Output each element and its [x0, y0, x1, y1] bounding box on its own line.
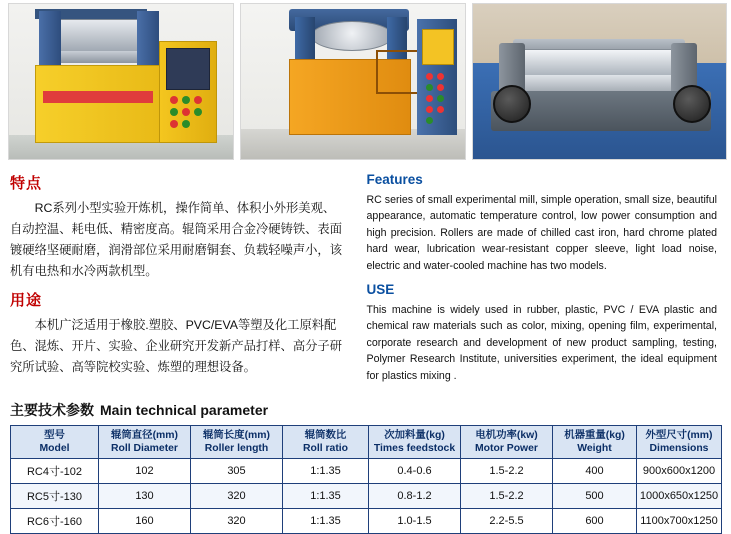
parameters-title [10, 400, 731, 420]
cell-roll-ratio: 1:1.35 [283, 459, 369, 484]
photo1-upper-roller [55, 19, 145, 55]
features-heading-cn: 特点 [10, 175, 43, 192]
cell-roll-ratio: 1:1.35 [283, 509, 369, 534]
photo2-control-face [422, 29, 454, 65]
photo1-lower-roller [55, 51, 143, 63]
photo2-button-cluster [424, 71, 450, 111]
photo2-control-cabinet [417, 19, 457, 135]
cell-times-feedstock: 0.4-0.6 [369, 459, 461, 484]
english-text-column [367, 166, 717, 392]
cell-roll-diameter: 160 [99, 509, 191, 534]
column-header-times-feedstock: 次加料量(kg) Times feedstock [369, 426, 461, 459]
photo2-base-access-panel [376, 50, 422, 94]
photo2-left-column [295, 17, 315, 63]
column-header-model: 型号 Model [11, 426, 99, 459]
use-body-en: This machine is widely used in rubber, plastic, PVC / EVA plastic and chemical raw materials such as color, mixing, opening film, experimental, corporate research and development of new product sampling, testing, Polymer Research Institute, universities experiment, the ideal equipment for plastics mixing . [366, 304, 717, 382]
cell-times-feedstock: 0.8-1.2 [369, 484, 461, 509]
photo2-roller-disc [311, 21, 393, 51]
cell-weight: 400 [553, 459, 637, 484]
cell-roll-diameter: 130 [99, 484, 191, 509]
cell-weight: 600 [553, 509, 637, 534]
photo1-left-frame [39, 11, 61, 67]
use-body-cn: 本机广泛适用于橡胶.塑胶、PVC/EVA等塑及化工原料配色、混炼、开片、实验、企业研究开发新产品打样、高分子研究所试验、高等院校实验、炼塑的理想设备。 [10, 317, 343, 374]
photo1-right-frame [137, 11, 159, 67]
cell-times-feedstock: 1.0-1.5 [369, 509, 461, 534]
cell-roller-length: 320 [191, 484, 283, 509]
photo1-red-label-stripe [43, 91, 153, 103]
description-columns [0, 160, 731, 392]
cell-roller-length: 305 [191, 459, 283, 484]
cell-model: RC6寸-160 [11, 509, 99, 534]
column-header-weight: 机器重量(kg) Weight [553, 426, 637, 459]
cell-weight: 500 [553, 484, 637, 509]
table-header-row [11, 426, 722, 459]
cell-model: RC4寸-102 [11, 459, 99, 484]
technical-parameters-table [10, 425, 722, 534]
cell-dimensions: 900x600x1200 [637, 459, 722, 484]
column-header-dimensions: 外型尺寸(mm) Dimensions [637, 426, 722, 459]
use-heading-cn: 用途 [10, 291, 43, 309]
column-header-roller-length: 辊筒长度(mm) Roller length [191, 426, 283, 459]
photo3-upper-roller [519, 49, 681, 77]
use-heading-en: USE [366, 282, 395, 298]
parameters-title-en: Main technical parameter [100, 402, 269, 419]
photo1-display-screen [166, 48, 210, 90]
cell-dimensions: 1000x650x1250 [637, 484, 722, 509]
blue-orange-mill-machine-photo [240, 3, 466, 160]
photo3-left-handwheel [493, 85, 531, 123]
features-heading-en: Features [366, 172, 423, 187]
table-row [11, 484, 722, 509]
photo3-right-handwheel [673, 85, 711, 123]
parameters-title-cn: 主要技术参数 [10, 402, 94, 419]
two-roll-mill-workshop-photo [472, 3, 727, 160]
cell-model: RC5寸-130 [11, 484, 99, 509]
open-mill-yellow-machine-photo [8, 3, 234, 160]
photo1-control-cabinet [159, 41, 217, 143]
table-row [11, 509, 722, 534]
cell-roll-diameter: 102 [99, 459, 191, 484]
photo1-machine-body [35, 65, 167, 143]
photo2-orange-base [289, 59, 411, 135]
features-body-cn: RC系列小型实验开炼机，操作简单、体积小外形美观、自动控温、耗电低、精密度高。辊筒采用合金冷硬铸铁、表面镀硬络坚硬耐磨，润滑部位采用耐磨铜套、负载轻噪声小，该机有电热和水冷两款机型。 [10, 201, 343, 279]
table-row [11, 459, 722, 484]
column-header-motor-power: 电机功率(kw) Motor Power [461, 426, 553, 459]
chinese-text-column [10, 166, 345, 392]
product-photo-strip [0, 0, 731, 160]
photo1-button-cluster [168, 94, 206, 124]
column-header-roll-diameter: 辊筒直径(mm) Roll Diameter [99, 426, 191, 459]
column-header-roll-ratio: 辊筒数比 Roll ratio [283, 426, 369, 459]
cell-motor-power: 1.5-2.2 [461, 484, 553, 509]
features-body-en: RC series of small experimental mill, simple operation, small size, beautiful appearance, automatic temperature control, low power consumption and high precision. Rollers are made of chilled cast iron, hard chrome plated hard wear, lubrication wear-resistant copper sleeve, light load noise, electric and water-cooled machine has two models. [366, 194, 717, 272]
cell-motor-power: 1.5-2.2 [461, 459, 553, 484]
cell-dimensions: 1100x700x1250 [637, 509, 722, 534]
cell-roll-ratio: 1:1.35 [283, 484, 369, 509]
cell-roller-length: 320 [191, 509, 283, 534]
cell-motor-power: 2.2-5.5 [461, 509, 553, 534]
